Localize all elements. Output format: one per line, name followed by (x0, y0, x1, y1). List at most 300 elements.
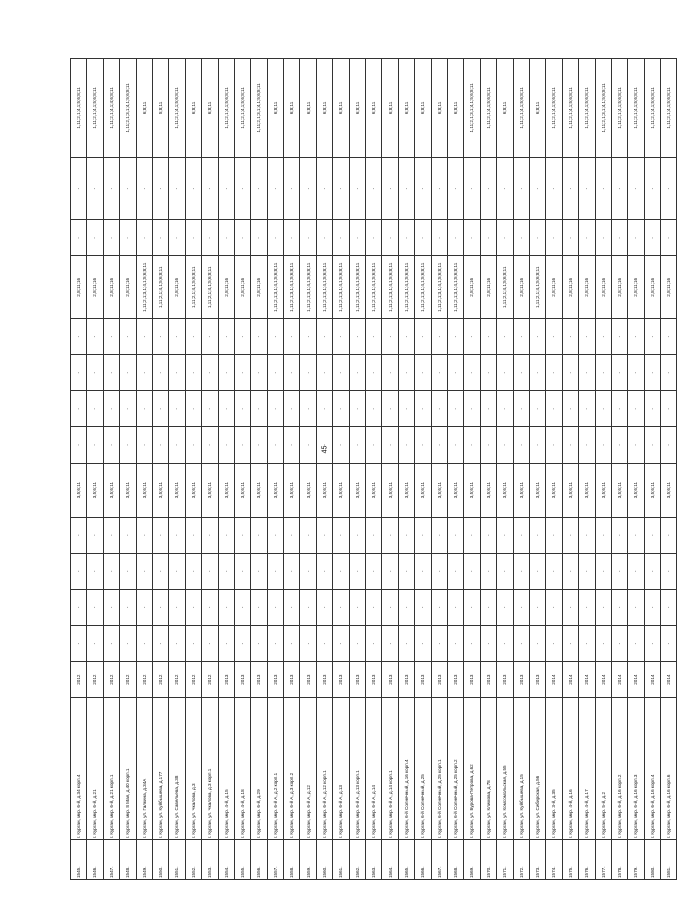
empty-cell: - (611, 157, 627, 220)
cell-v3: 6;8;11 (497, 59, 513, 158)
empty-cell: - (169, 391, 185, 427)
empty-cell: - (136, 517, 152, 553)
empty-cell: - (447, 355, 463, 391)
cell-addr: г. Курган, ул. Сибирская, д.56 (529, 698, 545, 840)
empty-cell: - (562, 220, 578, 256)
empty-cell: - (497, 589, 513, 625)
table-row (87, 59, 103, 880)
empty-cell: - (120, 391, 136, 427)
empty-cell: - (103, 319, 119, 355)
cell-v2: 1,11;2,1;3,1;4,1;5;6;8;11 (300, 256, 316, 319)
empty-cell: - (169, 220, 185, 256)
empty-cell: - (71, 589, 87, 625)
cell-year: 2013 (366, 662, 382, 698)
table-row (398, 59, 414, 880)
empty-cell: - (366, 589, 382, 625)
empty-cell: - (628, 589, 644, 625)
cell-addr: г. Курган, мкр. 4-й, д.18 (234, 698, 250, 840)
empty-cell: - (202, 157, 218, 220)
cell-v2: 1,11;2,1;3,1;4,1;5;6;8;11 (316, 256, 332, 319)
empty-cell: - (316, 319, 332, 355)
empty-cell: - (136, 626, 152, 662)
empty-cell: - (234, 427, 250, 463)
empty-cell: - (661, 589, 677, 625)
cell-year: 2014 (611, 662, 627, 698)
empty-cell: - (218, 391, 234, 427)
empty-cell: - (513, 319, 529, 355)
cell-v1: 3,5;6;11 (152, 463, 168, 517)
cell-v2: 1,11;2,1;3,1;4,1;5;6;8;11 (136, 256, 152, 319)
cell-addr: г. Курган, мкр. 5-й, д.2 (595, 698, 611, 840)
empty-cell: - (431, 517, 447, 553)
cell-v3: 1,11;2,1;4,1;4;6;8;11 (103, 59, 119, 158)
cell-v2: 2,8;11;16 (218, 256, 234, 319)
table-row (661, 59, 677, 880)
empty-cell: - (87, 355, 103, 391)
empty-cell: - (71, 355, 87, 391)
cell-n: 1553. (202, 840, 218, 880)
cell-v2: 1,11;2,1;3,1;4,1;5;6;8;11 (366, 256, 382, 319)
empty-cell: - (661, 355, 677, 391)
empty-cell: - (382, 553, 398, 589)
cell-v2: 2,8;11;16 (169, 256, 185, 319)
cell-v2: 1,11;2,1;3,1;4,1;5;6;8;11 (415, 256, 431, 319)
empty-cell: - (152, 517, 168, 553)
cell-addr: г. Курган, мкр. 6-й, д.16 корп.4 (644, 698, 660, 840)
empty-cell: - (136, 319, 152, 355)
empty-cell: - (628, 553, 644, 589)
table-row (366, 59, 382, 880)
cell-v1: 3,5;6;11 (415, 463, 431, 517)
empty-cell: - (366, 157, 382, 220)
cell-v3: 1,11;2,1;4,1;5;6;8;11 (628, 59, 644, 158)
empty-cell: - (366, 626, 382, 662)
empty-cell: - (447, 553, 463, 589)
cell-v3: 6;8;11 (136, 59, 152, 158)
empty-cell: - (284, 626, 300, 662)
empty-cell: - (251, 589, 267, 625)
cell-year: 2013 (382, 662, 398, 698)
empty-cell: - (267, 626, 283, 662)
cell-n: 1569. (464, 840, 480, 880)
cell-year: 2013 (251, 662, 267, 698)
empty-cell: - (120, 517, 136, 553)
empty-cell: - (136, 589, 152, 625)
empty-cell: - (300, 553, 316, 589)
empty-cell: - (447, 517, 463, 553)
cell-n: 1547. (103, 840, 119, 880)
empty-cell: - (562, 319, 578, 355)
cell-year: 2013 (218, 662, 234, 698)
cell-addr: г. Курган, 6-й Солнечный, д.25 корп.2 (447, 698, 463, 840)
empty-cell: - (333, 157, 349, 220)
table-row (529, 59, 545, 880)
empty-cell: - (415, 220, 431, 256)
empty-cell: - (513, 391, 529, 427)
cell-addr: г. Курган, мкр. 6-й А, д.12 (300, 698, 316, 840)
cell-v3: 6;8;11 (267, 59, 283, 158)
cell-n: 1556. (251, 840, 267, 880)
empty-cell: - (644, 427, 660, 463)
cell-year: 2013 (333, 662, 349, 698)
cell-n: 1574. (546, 840, 562, 880)
empty-cell: - (202, 553, 218, 589)
empty-cell: - (169, 319, 185, 355)
empty-cell: - (382, 157, 398, 220)
empty-cell: - (480, 553, 496, 589)
cell-v1: 3,5;6;11 (234, 463, 250, 517)
empty-cell: - (136, 427, 152, 463)
empty-cell: - (464, 355, 480, 391)
empty-cell: - (431, 553, 447, 589)
cell-year: 2013 (415, 662, 431, 698)
table-row (251, 59, 267, 880)
table-row (464, 59, 480, 880)
empty-cell: - (349, 391, 365, 427)
cell-v2: 1,11;2,1;4,1;5;6;8;11 (152, 256, 168, 319)
cell-v1: 3,5;6;11 (349, 463, 365, 517)
cell-year: 2013 (497, 662, 513, 698)
cell-v1: 3,5;6;11 (661, 463, 677, 517)
cell-v3: 1,11;2,1;4,1;5;6;8;11 (579, 59, 595, 158)
table-row (103, 59, 119, 880)
cell-year: 2014 (595, 662, 611, 698)
cell-n: 1581. (661, 840, 677, 880)
cell-v2: 1,11;2,1;3,1;4,1;5;6;8;11 (349, 256, 365, 319)
empty-cell: - (415, 553, 431, 589)
empty-cell: - (234, 626, 250, 662)
empty-cell: - (398, 553, 414, 589)
empty-cell: - (546, 355, 562, 391)
empty-cell: - (382, 391, 398, 427)
empty-cell: - (579, 355, 595, 391)
cell-n: 1580. (644, 840, 660, 880)
cell-v3: 6;8;11 (398, 59, 414, 158)
empty-cell: - (202, 391, 218, 427)
empty-cell: - (333, 553, 349, 589)
cell-v3: 1,11;2,1;4,1;5;6;8;11 (562, 59, 578, 158)
table-body (71, 59, 677, 880)
cell-v2: 1,11;2,1;4,1;5;6;8;11 (497, 256, 513, 319)
empty-cell: - (415, 517, 431, 553)
empty-cell: - (661, 553, 677, 589)
table-row (579, 59, 595, 880)
cell-v3: 6;8;11 (529, 59, 545, 158)
empty-cell: - (464, 319, 480, 355)
table-row (316, 59, 332, 880)
empty-cell: - (333, 427, 349, 463)
cell-v2: 2,8;11;16 (87, 256, 103, 319)
empty-cell: - (398, 589, 414, 625)
empty-cell: - (71, 319, 87, 355)
cell-v3: 6;8;11 (366, 59, 382, 158)
empty-cell: - (628, 220, 644, 256)
cell-addr: г. Курган, мкр. 4-й, д.16 (562, 698, 578, 840)
empty-cell: - (529, 355, 545, 391)
table-row (415, 59, 431, 880)
cell-v1: 3,5;6;11 (136, 463, 152, 517)
empty-cell: - (562, 517, 578, 553)
empty-cell: - (202, 517, 218, 553)
cell-addr: г. Курган, ул. Комсомольская, д.55 (497, 698, 513, 840)
cell-v2: 2,8;11;16 (595, 256, 611, 319)
empty-cell: - (185, 427, 201, 463)
cell-year: 2012 (120, 662, 136, 698)
empty-cell: - (464, 157, 480, 220)
empty-cell: - (398, 319, 414, 355)
empty-cell: - (447, 220, 463, 256)
cell-v1: 3,5;6;11 (382, 463, 398, 517)
empty-cell: - (300, 157, 316, 220)
empty-cell: - (595, 391, 611, 427)
cell-v1: 3,5;6;11 (120, 463, 136, 517)
cell-addr: г. Курган, 6-й Солнечный, д.25 корп.1 (431, 698, 447, 840)
empty-cell: - (103, 157, 119, 220)
empty-cell: - (529, 553, 545, 589)
cell-year: 2013 (300, 662, 316, 698)
cell-addr: г. Курган, ул. Климова, д.78 (480, 698, 496, 840)
empty-cell: - (661, 626, 677, 662)
table-row (185, 59, 201, 880)
empty-cell: - (579, 517, 595, 553)
empty-cell: - (87, 157, 103, 220)
empty-cell: - (366, 517, 382, 553)
table-row (202, 59, 218, 880)
cell-v2: 1,11;2,1;3,1;4,1;5;6;8;11 (333, 256, 349, 319)
empty-cell: - (185, 553, 201, 589)
table-row (628, 59, 644, 880)
table-row (136, 59, 152, 880)
cell-n: 1548. (120, 840, 136, 880)
empty-cell: - (87, 427, 103, 463)
cell-year: 2012 (71, 662, 87, 698)
empty-cell: - (611, 517, 627, 553)
empty-cell: - (103, 553, 119, 589)
table-row (71, 59, 87, 880)
empty-cell: - (661, 157, 677, 220)
cell-addr: г. Курган, ул. Куйбышева, д.15 (513, 698, 529, 840)
empty-cell: - (218, 517, 234, 553)
empty-cell: - (349, 157, 365, 220)
cell-addr: г. Курган, мкр. 4-й, д.17 (579, 698, 595, 840)
empty-cell: - (497, 220, 513, 256)
cell-year: 2013 (513, 662, 529, 698)
empty-cell: - (644, 626, 660, 662)
cell-year: 2012 (136, 662, 152, 698)
empty-cell: - (87, 589, 103, 625)
cell-addr: г. Курган, мкр. 6-й, д.21 корп.1 (103, 698, 119, 840)
cell-v3: 6;8;11 (349, 59, 365, 158)
cell-v1: 3,5;6;11 (366, 463, 382, 517)
empty-cell: - (415, 589, 431, 625)
empty-cell: - (431, 220, 447, 256)
cell-year: 2012 (152, 662, 168, 698)
empty-cell: - (234, 220, 250, 256)
cell-addr: г. Курган, ул. Чкалова, д.3 корп.1 (202, 698, 218, 840)
cell-year: 2012 (103, 662, 119, 698)
empty-cell: - (71, 626, 87, 662)
cell-n: 1552. (185, 840, 201, 880)
empty-cell: - (218, 427, 234, 463)
cell-year: 2013 (267, 662, 283, 698)
empty-cell: - (431, 391, 447, 427)
cell-v2: 2,8;11;16 (480, 256, 496, 319)
cell-addr: г. Курган, ул. Савельева, д.38 (169, 698, 185, 840)
cell-year: 2013 (398, 662, 414, 698)
cell-v1: 3,5;6;11 (185, 463, 201, 517)
empty-cell: - (562, 553, 578, 589)
empty-cell: - (284, 220, 300, 256)
empty-cell: - (284, 355, 300, 391)
empty-cell: - (120, 220, 136, 256)
cell-v1: 3,5;6;11 (447, 463, 463, 517)
cell-v3: 1,11;2,1;4,1;5;6;8;11 (611, 59, 627, 158)
empty-cell: - (284, 319, 300, 355)
empty-cell: - (202, 220, 218, 256)
empty-cell: - (284, 157, 300, 220)
empty-cell: - (152, 427, 168, 463)
cell-addr: г. Курган, мкр. 8 Мая, д.40 корп.1 (120, 698, 136, 840)
cell-n: 1568. (447, 840, 463, 880)
empty-cell: - (267, 220, 283, 256)
empty-cell: - (185, 220, 201, 256)
cell-v1: 3,5;6;11 (595, 463, 611, 517)
table-row (333, 59, 349, 880)
empty-cell: - (267, 355, 283, 391)
table-row (382, 59, 398, 880)
cell-addr: г. Курган, мкр. 6-й, д.16 корп.6 (661, 698, 677, 840)
empty-cell: - (316, 626, 332, 662)
empty-cell: - (218, 220, 234, 256)
empty-cell: - (611, 355, 627, 391)
empty-cell: - (87, 626, 103, 662)
empty-cell: - (480, 517, 496, 553)
empty-cell: - (152, 626, 168, 662)
empty-cell: - (267, 391, 283, 427)
empty-cell: - (251, 220, 267, 256)
cell-year: 2012 (169, 662, 185, 698)
empty-cell: - (447, 427, 463, 463)
cell-year: 2013 (431, 662, 447, 698)
empty-cell: - (497, 319, 513, 355)
empty-cell: - (234, 391, 250, 427)
empty-cell: - (611, 220, 627, 256)
cell-v3: 1,11;2,1;4,1;5;6;8;11 (546, 59, 562, 158)
cell-v2: 2,8;11;16 (234, 256, 250, 319)
empty-cell: - (333, 220, 349, 256)
empty-cell: - (284, 589, 300, 625)
cell-addr: г. Курган, ул. Бурова-Петрова, д.62 (464, 698, 480, 840)
empty-cell: - (595, 157, 611, 220)
cell-addr: г. Курган, мкр. 6-й А, д.13 корп.1 (349, 698, 365, 840)
empty-cell: - (349, 220, 365, 256)
cell-v1: 3,5;6;11 (497, 463, 513, 517)
empty-cell: - (366, 220, 382, 256)
empty-cell: - (87, 319, 103, 355)
cell-addr: г. Курган, мкр. 6-й А, д.13 (333, 698, 349, 840)
empty-cell: - (529, 427, 545, 463)
cell-n: 1570. (480, 840, 496, 880)
cell-n: 1559. (300, 840, 316, 880)
empty-cell: - (185, 391, 201, 427)
cell-n: 1566. (415, 840, 431, 880)
empty-cell: - (251, 553, 267, 589)
empty-cell: - (185, 626, 201, 662)
cell-v3: 1,11;2,1;3,1;4,1;5;6;8;11 (595, 59, 611, 158)
empty-cell: - (595, 220, 611, 256)
cell-v2: 2,8;11;16 (628, 256, 644, 319)
empty-cell: - (251, 626, 267, 662)
empty-cell: - (316, 517, 332, 553)
empty-cell: - (398, 517, 414, 553)
empty-cell: - (611, 589, 627, 625)
cell-n: 1561. (333, 840, 349, 880)
cell-v1: 3,5;6;11 (398, 463, 414, 517)
empty-cell: - (234, 355, 250, 391)
cell-v3: 6;8;11 (300, 59, 316, 158)
empty-cell: - (431, 626, 447, 662)
empty-cell: - (595, 553, 611, 589)
empty-cell: - (497, 517, 513, 553)
empty-cell: - (661, 391, 677, 427)
housing-table (70, 58, 677, 880)
cell-v1: 3,5;6;11 (267, 463, 283, 517)
cell-n: 1562. (349, 840, 365, 880)
empty-cell: - (595, 626, 611, 662)
empty-cell: - (267, 427, 283, 463)
empty-cell: - (316, 220, 332, 256)
empty-cell: - (349, 553, 365, 589)
empty-cell: - (644, 517, 660, 553)
cell-n: 1564. (382, 840, 398, 880)
empty-cell: - (497, 553, 513, 589)
cell-v3: 6;8;11 (185, 59, 201, 158)
empty-cell: - (251, 157, 267, 220)
cell-v3: 1,11;2,1;4,1;5;6;8;11 (644, 59, 660, 158)
empty-cell: - (120, 626, 136, 662)
empty-cell: - (579, 319, 595, 355)
empty-cell: - (152, 220, 168, 256)
empty-cell: - (316, 391, 332, 427)
empty-cell: - (529, 589, 545, 625)
empty-cell: - (120, 427, 136, 463)
empty-cell: - (316, 427, 332, 463)
empty-cell: - (382, 355, 398, 391)
empty-cell: - (579, 220, 595, 256)
empty-cell: - (316, 157, 332, 220)
empty-cell: - (333, 589, 349, 625)
empty-cell: - (611, 391, 627, 427)
table-row (513, 59, 529, 880)
empty-cell: - (366, 391, 382, 427)
table-row (447, 59, 463, 880)
cell-n: 1579. (628, 840, 644, 880)
empty-cell: - (218, 589, 234, 625)
cell-addr: г. Курган, мкр. 3-й, д.35 (546, 698, 562, 840)
cell-v2: 2,8;11;16 (611, 256, 627, 319)
empty-cell: - (431, 355, 447, 391)
empty-cell: - (120, 589, 136, 625)
empty-cell: - (447, 589, 463, 625)
cell-v1: 3,5;6;11 (579, 463, 595, 517)
cell-n: 1557. (267, 840, 283, 880)
empty-cell: - (87, 517, 103, 553)
empty-cell: - (103, 427, 119, 463)
cell-v2: 1,11;2,1;3,1;4,1;5;6;8;11 (267, 256, 283, 319)
empty-cell: - (529, 391, 545, 427)
empty-cell: - (333, 391, 349, 427)
empty-cell: - (284, 517, 300, 553)
